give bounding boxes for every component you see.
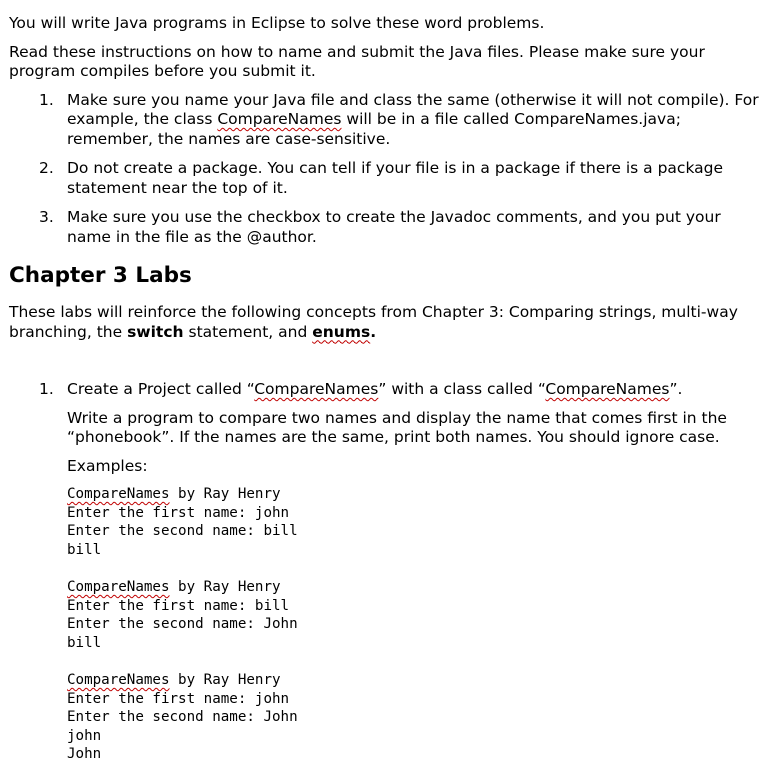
example-header-rest: by Ray Henry xyxy=(169,671,281,688)
example-line: Enter the first name: john xyxy=(67,504,290,521)
example-line: Enter the first name: bill xyxy=(67,597,290,614)
instruction-text: Do not create a package. You can tell if your file is in a package if there is a package statement near the top of it. xyxy=(67,159,724,197)
lab-body xyxy=(67,380,759,764)
example-header-rest: by Ray Henry xyxy=(169,578,281,595)
example-line: Enter the first name: john xyxy=(67,690,290,707)
example-header-name: CompareNames xyxy=(67,578,170,595)
example-output-2 xyxy=(67,578,759,652)
lab-title-text: Create a Project called “ xyxy=(67,380,255,398)
list-number: 3. xyxy=(39,208,54,226)
example-line: bill xyxy=(67,541,102,558)
example-output-3 xyxy=(67,671,759,764)
enums-keyword: enums xyxy=(312,322,371,341)
instruction-text: Make sure you use the checkbox to create the Javadoc comments, and you put your name in the file as the @author. xyxy=(67,208,721,246)
instruction-item-3 xyxy=(9,208,759,247)
example-line: john xyxy=(67,727,102,744)
instruction-text: will be in a file called CompareNames.java; remember, the names are case-sensitive. xyxy=(67,110,681,148)
class-name-spellcheck: CompareNames xyxy=(545,380,670,398)
lab-title xyxy=(67,380,759,400)
instructions-list xyxy=(9,91,759,248)
intro-text: statement, and xyxy=(183,322,313,341)
document-page xyxy=(9,14,759,764)
switch-keyword: switch xyxy=(127,322,184,341)
submission-instructions: Read these instructions on how to name and submit the Java files. Please make sure your program compiles before you submit it. xyxy=(9,42,705,80)
examples-label: Examples: xyxy=(67,456,148,475)
instruction-item-2 xyxy=(9,159,759,198)
example-output-1 xyxy=(67,485,759,559)
lab-title-text: ” with a class called “ xyxy=(378,380,546,398)
lab-description: Write a program to compare two names and display the name that comes first in the “phonebook”. If the names are the same, print both names. You should ignore case. xyxy=(67,408,727,446)
lab-title-text: ”. xyxy=(669,380,683,398)
instruction-item-1 xyxy=(9,91,759,150)
list-number: 1. xyxy=(39,90,54,109)
lab-item-1 xyxy=(9,380,759,764)
chapter-intro xyxy=(9,303,759,342)
list-number: 2. xyxy=(39,159,54,177)
example-line: Enter the second name: John xyxy=(67,709,298,726)
intro-period: . xyxy=(370,322,377,341)
example-line: John xyxy=(67,746,102,763)
example-header-rest: by Ray Henry xyxy=(169,486,281,502)
list-number: 1. xyxy=(39,380,54,398)
example-line: Enter the second name: bill xyxy=(67,523,298,540)
example-line: Enter the second name: John xyxy=(67,616,298,633)
example-header-name: CompareNames xyxy=(67,486,170,502)
example-line: bill xyxy=(67,634,102,651)
intro-line: You will write Java programs in Eclipse to solve these word problems. xyxy=(9,14,545,32)
chapter-heading: Chapter 3 Labs xyxy=(9,263,192,288)
project-name-spellcheck: CompareNames xyxy=(254,380,379,398)
instruction-text: Make sure you name your Java file and class the same (otherwise it will not compile). For example, the class xyxy=(67,90,759,128)
intro-text: These labs will reinforce the following concepts from Chapter 3: Comparing strings, multi-way branching, the xyxy=(9,303,738,341)
class-name-spellcheck: CompareNames xyxy=(217,110,342,128)
example-header-name: CompareNames xyxy=(67,671,170,688)
